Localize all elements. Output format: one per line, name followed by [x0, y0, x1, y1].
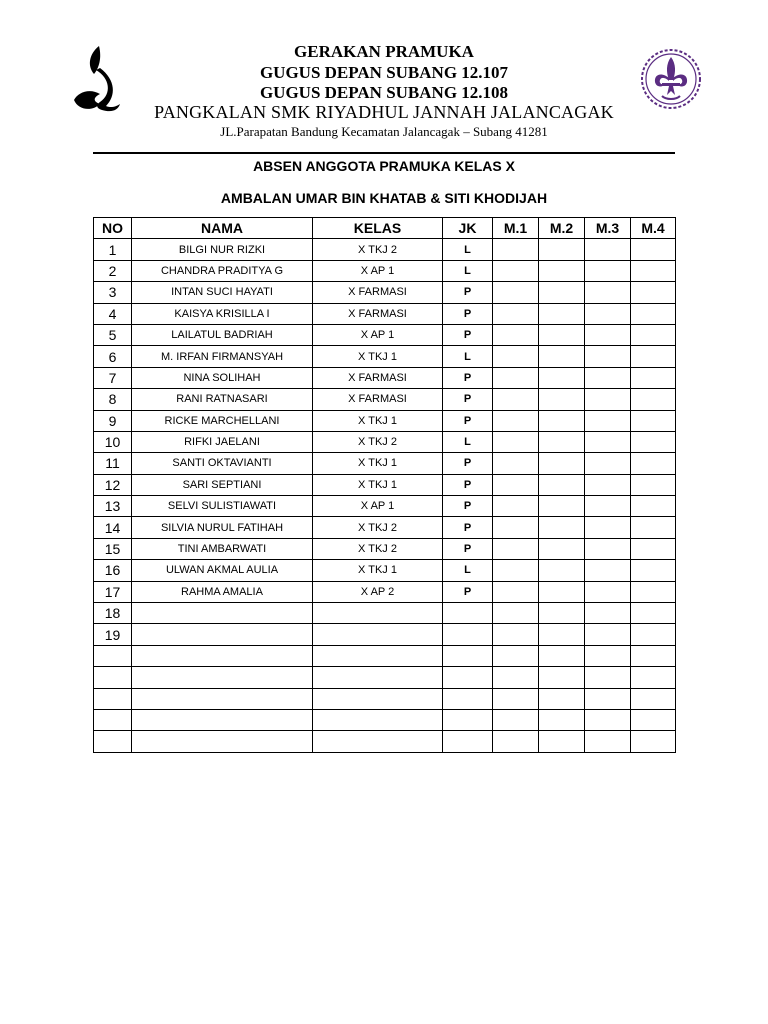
cell-m3: [585, 581, 631, 602]
cell-nama: RICKE MARCHELLANI: [132, 410, 313, 431]
cell-m3: [585, 282, 631, 303]
cell-nama: ULWAN AKMAL AULIA: [132, 560, 313, 581]
cell-kelas: [313, 624, 443, 645]
cell-m4: [631, 431, 676, 452]
cell-jk: [443, 624, 493, 645]
table-row: [94, 239, 676, 260]
cell-m4: [631, 303, 676, 324]
cell-kelas: X FARMASI: [313, 389, 443, 410]
cell-nama: SARI SEPTIANI: [132, 474, 313, 495]
cell-m4: [631, 367, 676, 388]
cell-m2: [539, 603, 585, 624]
cell-jk: L: [443, 431, 493, 452]
cell-kelas: [313, 645, 443, 666]
cell-no: 13: [94, 496, 132, 517]
pangkalan-name: PANGKALAN SMK RIYADHUL JANNAH JALANCAGAK: [154, 102, 614, 122]
cell-m1: [493, 431, 539, 452]
cell-jk: P: [443, 303, 493, 324]
column-header-m1: M.1: [493, 218, 539, 239]
cell-m1: [493, 346, 539, 367]
cell-m1: [493, 496, 539, 517]
cell-m1: [493, 560, 539, 581]
cell-kelas: X TKJ 1: [313, 346, 443, 367]
cell-m4: [631, 389, 676, 410]
table-row: [94, 453, 676, 474]
address: JL.Parapatan Bandung Kecamatan Jalancagak – Subang 41281: [220, 124, 548, 139]
cell-m2: [539, 517, 585, 538]
cell-m2: [539, 538, 585, 559]
cell-no: 5: [94, 324, 132, 345]
cell-no: 16: [94, 560, 132, 581]
cell-m4: [631, 603, 676, 624]
table-row: [94, 517, 676, 538]
cell-m1: [493, 303, 539, 324]
column-header-jk: JK: [443, 218, 493, 239]
cell-jk: P: [443, 538, 493, 559]
cell-m1: [493, 581, 539, 602]
table-row: [94, 367, 676, 388]
cell-m1: [493, 645, 539, 666]
cell-m3: [585, 517, 631, 538]
column-header-no: NO: [94, 218, 132, 239]
cell-m4: [631, 282, 676, 303]
table-row: [94, 324, 676, 345]
cell-nama: TINI AMBARWATI: [132, 538, 313, 559]
cell-kelas: X FARMASI: [313, 282, 443, 303]
cell-m1: [493, 624, 539, 645]
table-row: [94, 496, 676, 517]
cell-nama: [132, 688, 313, 709]
cell-m1: [493, 731, 539, 752]
cell-nama: SILVIA NURUL FATIHAH: [132, 517, 313, 538]
cell-m4: [631, 709, 676, 730]
cell-kelas: X TKJ 1: [313, 453, 443, 474]
cell-nama: RANI RATNASARI: [132, 389, 313, 410]
cell-no: 3: [94, 282, 132, 303]
cell-jk: L: [443, 260, 493, 281]
cell-jk: [443, 731, 493, 752]
cell-nama: RAHMA AMALIA: [132, 581, 313, 602]
cell-m1: [493, 239, 539, 260]
table-row: [94, 282, 676, 303]
cell-kelas: X TKJ 2: [313, 517, 443, 538]
cell-kelas: X AP 2: [313, 581, 443, 602]
cell-m4: [631, 538, 676, 559]
cell-m2: [539, 346, 585, 367]
cell-m1: [493, 517, 539, 538]
cell-no: 15: [94, 538, 132, 559]
cell-m2: [539, 431, 585, 452]
cell-jk: L: [443, 346, 493, 367]
cell-kelas: [313, 709, 443, 730]
cell-m3: [585, 560, 631, 581]
table-header-row: [94, 218, 676, 239]
cell-jk: L: [443, 239, 493, 260]
cell-m2: [539, 282, 585, 303]
cell-no: 18: [94, 603, 132, 624]
cell-m4: [631, 667, 676, 688]
cell-jk: P: [443, 282, 493, 303]
cell-m3: [585, 645, 631, 666]
cell-m2: [539, 367, 585, 388]
cell-m2: [539, 581, 585, 602]
cell-m4: [631, 410, 676, 431]
cell-nama: CHANDRA PRADITYA G: [132, 260, 313, 281]
cell-m1: [493, 324, 539, 345]
table-row: [94, 260, 676, 281]
cell-m1: [493, 410, 539, 431]
cell-jk: P: [443, 517, 493, 538]
cell-no: 2: [94, 260, 132, 281]
cell-jk: [443, 709, 493, 730]
cell-kelas: [313, 603, 443, 624]
table-row: [94, 709, 676, 730]
cell-m3: [585, 667, 631, 688]
gugus-depan-1: GUGUS DEPAN SUBANG 12.107: [259, 63, 509, 82]
table-row: [94, 431, 676, 452]
table-row: [94, 474, 676, 495]
table-row: [94, 410, 676, 431]
cell-kelas: X TKJ 1: [313, 410, 443, 431]
cell-kelas: X FARMASI: [313, 303, 443, 324]
cell-m4: [631, 346, 676, 367]
cell-m2: [539, 239, 585, 260]
cell-m2: [539, 560, 585, 581]
attendance-table: [93, 217, 676, 753]
cell-m3: [585, 453, 631, 474]
cell-m3: [585, 367, 631, 388]
cell-no: 19: [94, 624, 132, 645]
cell-m3: [585, 431, 631, 452]
cell-m3: [585, 303, 631, 324]
column-header-m3: M.3: [585, 218, 631, 239]
cell-m3: [585, 709, 631, 730]
table-row: [94, 645, 676, 666]
cell-kelas: X TKJ 2: [313, 538, 443, 559]
cell-no: 17: [94, 581, 132, 602]
cell-m2: [539, 688, 585, 709]
cell-no: 9: [94, 410, 132, 431]
cell-jk: P: [443, 324, 493, 345]
cell-kelas: X AP 1: [313, 260, 443, 281]
cell-kelas: [313, 688, 443, 709]
cell-kelas: X TKJ 1: [313, 474, 443, 495]
column-header-nama: NAMA: [132, 218, 313, 239]
cell-m2: [539, 474, 585, 495]
cell-m2: [539, 389, 585, 410]
cell-kelas: X AP 1: [313, 496, 443, 517]
cell-nama: NINA SOLIHAH: [132, 367, 313, 388]
cell-nama: BILGI NUR RIZKI: [132, 239, 313, 260]
cell-m4: [631, 239, 676, 260]
cell-no: 12: [94, 474, 132, 495]
cell-no: [94, 645, 132, 666]
cell-kelas: X TKJ 2: [313, 431, 443, 452]
cell-m1: [493, 538, 539, 559]
cell-jk: P: [443, 496, 493, 517]
cell-m4: [631, 645, 676, 666]
table-row: [94, 538, 676, 559]
cell-m1: [493, 282, 539, 303]
cell-jk: [443, 667, 493, 688]
cell-no: 8: [94, 389, 132, 410]
cell-m2: [539, 324, 585, 345]
column-header-m2: M.2: [539, 218, 585, 239]
cell-m2: [539, 731, 585, 752]
cell-m1: [493, 453, 539, 474]
document-subtitle: AMBALAN UMAR BIN KHATAB & SITI KHODIJAH: [220, 190, 548, 206]
cell-m3: [585, 324, 631, 345]
cell-nama: SANTI OKTAVIANTI: [132, 453, 313, 474]
table-row: [94, 667, 676, 688]
cell-kelas: X TKJ 1: [313, 560, 443, 581]
cell-m2: [539, 667, 585, 688]
cell-nama: [132, 731, 313, 752]
cell-jk: [443, 645, 493, 666]
cell-nama: LAILATUL BADRIAH: [132, 324, 313, 345]
cell-nama: SELVI SULISTIAWATI: [132, 496, 313, 517]
cell-m4: [631, 688, 676, 709]
cell-m2: [539, 709, 585, 730]
cell-no: [94, 688, 132, 709]
table-row: [94, 688, 676, 709]
cell-m3: [585, 731, 631, 752]
cell-m2: [539, 453, 585, 474]
cell-jk: P: [443, 581, 493, 602]
cell-m4: [631, 560, 676, 581]
table-row: [94, 624, 676, 645]
cell-m4: [631, 474, 676, 495]
cell-kelas: X TKJ 2: [313, 239, 443, 260]
cell-no: 4: [94, 303, 132, 324]
org-name: GERAKAN PRAMUKA: [294, 42, 474, 61]
header-divider: [93, 152, 675, 154]
cell-no: [94, 667, 132, 688]
cell-kelas: [313, 667, 443, 688]
cell-nama: [132, 603, 313, 624]
cell-m3: [585, 389, 631, 410]
cell-jk: P: [443, 367, 493, 388]
table-row: [94, 389, 676, 410]
cell-m1: [493, 260, 539, 281]
cell-nama: KAISYA KRISILLA I: [132, 303, 313, 324]
cell-m3: [585, 538, 631, 559]
cell-nama: INTAN SUCI HAYATI: [132, 282, 313, 303]
cell-no: 6: [94, 346, 132, 367]
cell-m2: [539, 260, 585, 281]
gugus-depan-2: GUGUS DEPAN SUBANG 12.108: [259, 83, 509, 102]
cell-jk: [443, 603, 493, 624]
table-row: [94, 731, 676, 752]
cell-no: 1: [94, 239, 132, 260]
column-header-kelas: KELAS: [313, 218, 443, 239]
cell-no: [94, 731, 132, 752]
cell-kelas: X FARMASI: [313, 367, 443, 388]
cell-m4: [631, 453, 676, 474]
cell-m1: [493, 688, 539, 709]
column-header-m4: M.4: [631, 218, 676, 239]
cell-kelas: [313, 731, 443, 752]
cell-m2: [539, 645, 585, 666]
cell-jk: P: [443, 410, 493, 431]
table-row: [94, 303, 676, 324]
cell-no: 14: [94, 517, 132, 538]
letterhead: [0, 0, 768, 150]
cell-m3: [585, 603, 631, 624]
cell-m1: [493, 389, 539, 410]
cell-m3: [585, 624, 631, 645]
cell-m4: [631, 624, 676, 645]
cell-jk: P: [443, 389, 493, 410]
cell-m3: [585, 496, 631, 517]
cell-m3: [585, 688, 631, 709]
cell-m4: [631, 324, 676, 345]
cell-nama: [132, 645, 313, 666]
cell-m3: [585, 260, 631, 281]
cell-nama: [132, 709, 313, 730]
cell-m4: [631, 260, 676, 281]
table-row: [94, 581, 676, 602]
cell-m4: [631, 581, 676, 602]
cell-m1: [493, 603, 539, 624]
cell-nama: M. IRFAN FIRMANSYAH: [132, 346, 313, 367]
cell-m2: [539, 496, 585, 517]
cell-m3: [585, 346, 631, 367]
cell-m4: [631, 731, 676, 752]
cell-kelas: X AP 1: [313, 324, 443, 345]
cell-m2: [539, 410, 585, 431]
cell-jk: L: [443, 560, 493, 581]
cell-m4: [631, 517, 676, 538]
cell-jk: [443, 688, 493, 709]
cell-m2: [539, 624, 585, 645]
cell-m3: [585, 474, 631, 495]
cell-no: [94, 709, 132, 730]
document-title: ABSEN ANGGOTA PRAMUKA KELAS X: [253, 158, 515, 174]
table-row: [94, 560, 676, 581]
cell-m4: [631, 496, 676, 517]
cell-no: 10: [94, 431, 132, 452]
cell-no: 7: [94, 367, 132, 388]
cell-nama: [132, 624, 313, 645]
cell-m2: [539, 303, 585, 324]
cell-m3: [585, 239, 631, 260]
cell-jk: P: [443, 453, 493, 474]
cell-no: 11: [94, 453, 132, 474]
scout-fleur-de-lis-icon: [640, 48, 702, 110]
cell-m3: [585, 410, 631, 431]
cell-m1: [493, 367, 539, 388]
cell-m1: [493, 474, 539, 495]
cell-m1: [493, 709, 539, 730]
cell-m1: [493, 667, 539, 688]
table-row: [94, 603, 676, 624]
table-body: [94, 239, 676, 752]
cell-nama: RIFKI JAELANI: [132, 431, 313, 452]
cell-jk: P: [443, 474, 493, 495]
table-row: [94, 346, 676, 367]
cell-nama: [132, 667, 313, 688]
